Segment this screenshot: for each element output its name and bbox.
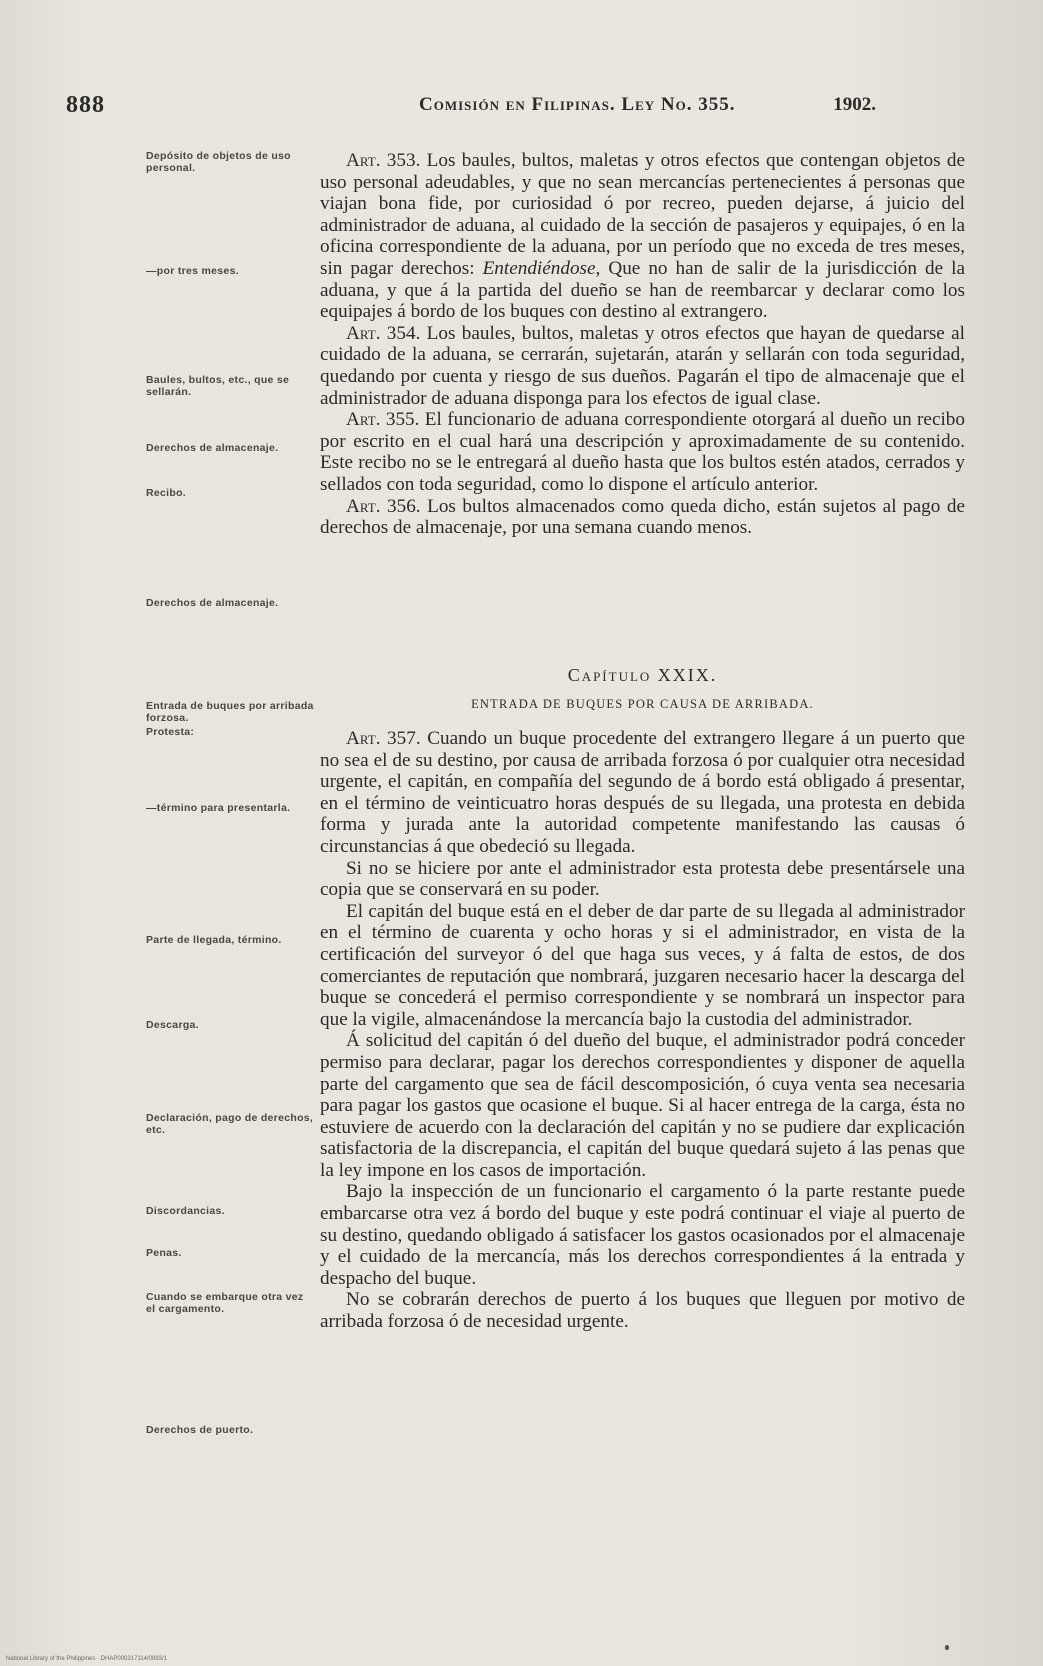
scan-footer: National Library of the Philippines · DHAP000317114/0893/1	[6, 1656, 167, 1662]
margin-note: Penas.	[146, 1247, 182, 1259]
article-355	[320, 409, 965, 495]
margin-note: Derechos de puerto.	[146, 1424, 254, 1436]
margin-note: Parte de llegada, término.	[146, 934, 282, 946]
margin-note: —por tres meses.	[146, 265, 239, 277]
margin-note: Derechos de almacenaje.	[146, 597, 279, 609]
article-text: Cuando un buque procedente del extrangero llegare á un puerto que no sea el de su destino, por causa de arribada forzosa ó por cualquier otra necesidad urgente, el capitán, en compañía del segundo de á bordo está obligado á presentar, en el término de veinticuatro horas después de su llegada, una protesta en debida forma y jurada ante la autoridad competente manifestando las causas ó circunstancias á que obedeció su llegada.	[320, 728, 965, 857]
paragraph: El capitán del buque está en el deber de dar parte de su llegada al administrador en el término de cuarenta y ocho horas y si el administrador, en vista de la certificación del surveyor ó del que haga sus veces, y á falta de estos, de dos comerciantes de reputación que nombrará, juzgaren necesario hacer la descarga del buque se concederá el permiso correspondiente y se nombrará un inspector para que la vigile, almacenándose la mercancía bajo la custodia del administrador.	[320, 900, 965, 1030]
chapter-title: Capítulo XXIX.	[567, 665, 718, 685]
running-year: 1902.	[833, 94, 876, 115]
margin-note: Depósito de objetos de uso personal.	[146, 150, 291, 174]
page-number: 888	[66, 92, 105, 118]
article-number: Art. 354.	[346, 322, 421, 344]
page-header	[66, 92, 876, 122]
running-head: Comisión en Filipinas. Ley No. 355.	[419, 94, 736, 115]
body-text-block-1	[320, 150, 965, 539]
chapter-subtitle: ENTRADA DE BUQUES POR CAUSA DE ARRIBADA.	[471, 697, 814, 711]
article-text: Los baules, bultos, maletas y otros efectos que contengan objetos de uso personal adeudables, y que no sean mercancías pertenecientes á personas que viajan bona fide, por curiosidad ó por recreo, pueden dejarse, á juicio del administrador de aduana, al cuidado de la sección de pasajeros y equipajes, ó en la oficina correspondiente de la aduana, por un período que no exceda de tres meses, sin pagar derechos:	[320, 150, 965, 279]
margin-note: Entrada de buques por arribada forzosa.	[146, 700, 314, 724]
article-text: Los bultos almacenados como queda dicho, están sujetos al pago de derechos de almacenaje, por una semana cuando menos.	[320, 495, 965, 539]
article-354	[320, 323, 965, 409]
article-356	[320, 496, 965, 539]
margin-note: Baules, bultos, etc., que se sellarán.	[146, 374, 290, 398]
margin-note: Descarga.	[146, 1019, 199, 1031]
article-number: Art. 356.	[346, 495, 421, 517]
article-353	[320, 150, 965, 323]
article-357	[320, 728, 965, 858]
article-number: Art. 353.	[346, 150, 421, 171]
margin-note: Discordancias.	[146, 1205, 225, 1217]
margin-note: Derechos de almacenaje.	[146, 442, 279, 454]
article-text: Los baules, bultos, maletas y otros efectos que hayan de quedarse al cuidado de la aduana, se cerrarán, sujetarán, atarán y sellarán con toda seguridad, quedando por cuenta y riesgo de sus dueños. Pagarán el tipo de almacenaje que el administrador de aduana disponga para los efectos de igual clase.	[320, 322, 965, 409]
paragraph: Á solicitud del capitán ó del dueño del buque, el administrador podrá conceder permiso para declarar, pagar los derechos correspondientes y disponer de aquella parte del cargamento que sea de fácil descomposición, ó cuya venta sea necesaria para pagar los gastos que ocasione el buque. Si al hacer entrega de la carga, ésta no estuviere de acuerdo con la declaración del capitán y no se pudiere dar explicación satisfactoria de la discrepancia, el capitán del buque quedará sujeto á las penas que la ley impone en los casos de importación.	[320, 1030, 965, 1181]
margin-note: Recibo.	[146, 487, 187, 499]
paragraph: Bajo la inspección de un funcionario el cargamento ó la parte restante puede embarcarse otra vez á bordo del buque y este podrá continuar el viaje al puerto de su destino, quedando obligado á satisfacer los gastos ocasionados por el almacenaje y el cuidado de la mercancía, más los derechos correspondientes á la entrada y despacho del buque.	[320, 1181, 965, 1289]
article-number: Art. 357.	[346, 728, 421, 749]
article-text: Que no han de salir de la jurisdicción de la aduana, y que á la partida del dueño se han de reembarcar y declarar como los equipajes á bordo de los buques con destino al extrangero.	[320, 257, 965, 323]
margin-note: Declaración, pago de derechos, etc.	[146, 1112, 314, 1136]
margin-note: Cuando se embarque otra vez el cargamento.	[146, 1291, 304, 1315]
paragraph: No se cobrarán derechos de puerto á los buques que lleguen por motivo de arribada forzosa ó de necesidad urgente.	[320, 1289, 965, 1333]
article-text: El funcionario de aduana correspondiente otorgará al dueño un recibo por escrito en el cual hará una descripción y aproximadamente de su contenido. Este recibo no se le entregará al dueño hasta que los bultos estén atados, cerrados y sellados con toda seguridad, como lo dispone el artículo anterior.	[320, 409, 965, 495]
margin-note: Protesta:	[146, 726, 195, 738]
scan-mark	[945, 1645, 949, 1650]
body-text-block-2	[320, 728, 965, 1333]
article-number: Art. 355.	[346, 409, 420, 431]
paragraph: Si no se hiciere por ante el administrador esta protesta debe presentársele una copia que se conservará en su poder.	[320, 857, 965, 901]
margin-note: —término para presentarla.	[146, 802, 291, 814]
article-emphasis: Entendiéndose,	[482, 257, 601, 279]
